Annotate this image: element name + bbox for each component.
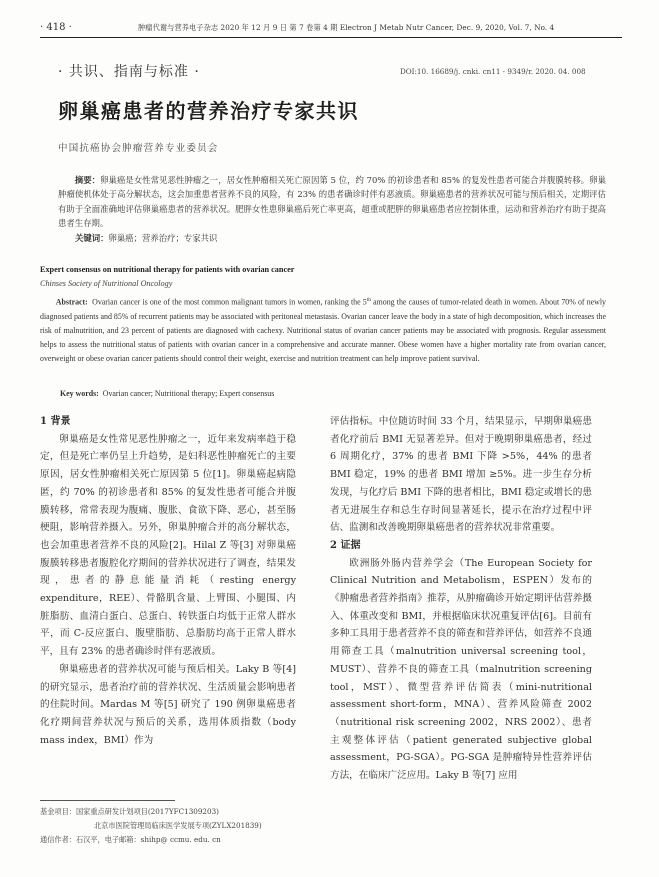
keywords-zh-label: 关键词： xyxy=(75,233,109,243)
body-paragraph: 欧洲肠外肠内营养学会（The European Society for Clinical Nutrition and Metabolism，ESPEN）发布的《肿瘤患者营养指南》推荐，从肿瘤确诊开始定期评估营养摄入、体重改变和 BMI，并根据临床状况重复评估[6]。目前有多种工具用于患者营养不良的筛查和营养评估，如营养不良通用筛查工具（malnutrition universal screening tool，MUST）、营养不良的筛查工具（malnutrition screening tool，MST）、微型营养评估简表（mini-nutritional assessment short-form，MNA）、营养风险筛查 2002（nutritional risk screening 2002，NRS 2002）、患者主观整体评估（patient generated subjective global assessment，PG-SGA）。PG-SGA 是肿瘤特异性营养评估方法，在临床广泛应用。Laky B 等[7] 应用 xyxy=(330,557,592,782)
keywords-en xyxy=(40,387,606,401)
authors: 中国抗癌协会肿瘤营养专业委员会 xyxy=(58,143,219,154)
footnote-rule xyxy=(40,800,175,801)
body-right-column xyxy=(330,413,592,785)
abstract-en-text-2: among the causes of tumor-related death in women. About 70% of newly diagnosed patients and 85% of recurrent patients may be associated with peritoneal metastasis. Ovarian cancer leave the body in a state of high decomposition, which increases the risk of malnutrition, and 23 percent of patients are diagnosed with cachexy. Nutritional status of ovarian cancer patients may be associated with prognosis. Regular assessment helps to assess the nutritional status of patients with ovarian cancer in a comprehensive and accurate manner. Obese women have a higher mortality rate from ovarian cancer, overweight or obese ovarian cancer patients should control their weight, exercise and nutrition treatment can help improve patient survival. xyxy=(40,297,606,364)
footnotes xyxy=(40,805,310,848)
keywords-en-text: Ovarian cancer; Nutritional therapy; Expert consensus xyxy=(102,389,275,398)
abstract-en xyxy=(40,293,606,367)
body-paragraph: 卵巢癌是女性常见恶性肿瘤之一，近年来发病率趋于稳定，但是死亡率仍呈上升趋势，是妇科恶性肿瘤死亡的主要原因，居女性肿瘤相关死亡原因第 5 位[1]。卵巢癌起病隐匿，约 70% 的初诊患者和 85% 的复发性患者可能合并腹膜转移，常常表现为腹痛、腹胀、食欲下降、恶心，甚至肠梗阻，影响营养摄入。另外，卵巢肿瘤合并的高分解状态，也会加重患者营养不良的风险[2]。Hilal Z 等[3] 对卵巢癌腹膜转移患者腹腔化疗期间的营养状况进行了调查，结果发现，患者的静息能量消耗（resting energy expenditure，REE）、骨骼肌含量、上臂围、小腿围、内脏脂肪、血清白蛋白、总蛋白、转铁蛋白均低于正常人群水平，而 C-反应蛋白、腹壁脂肪、总脂肪均高于正常人群水平，且有 23% 的患者确诊时伴有恶液质。 xyxy=(40,433,296,658)
article-title: 卵巢癌患者的营养治疗专家共识 xyxy=(58,99,359,123)
abstract-zh xyxy=(58,173,606,231)
abstract-en-sup: th xyxy=(366,297,371,303)
abstract-en-text-1: Ovarian cancer is one of the most common malignant tumors in women, ranking the 5 xyxy=(92,297,367,307)
header-rule xyxy=(40,37,622,38)
funding-line-1: 基金项目：国家重点研发计划项目(2017YFC1309203) xyxy=(40,807,219,816)
body-paragraph: 评估指标。中位随访时间 33 个月，结果显示，早期卵巢癌患者化疗前后 BMI 无显著差异。但对于晚期卵巢癌患者，经过 6 周期化疗，37% 的患者 BMI 下降 >5%，44% 的患者 BMI 稳定，19% 的患者 BMI 增加 ≥5%。进一步生存分析发现，与化疗后 BMI 下降的患者相比，BMI 稳定或增长的患者无进展生存和总生存时间显著延长，提示在治疗过程中评估、监测和改善晚期卵巢癌患者的营养状况非常重要。 xyxy=(330,416,592,534)
column-label: · 共识、指南与标准 · xyxy=(58,64,200,80)
doi: DOI:10. 16689/j. cnki. cn11 - 9349/r. 2020. 04. 008 xyxy=(400,67,586,76)
body-paragraph: 卵巢癌患者的营养状况可能与预后相关。Laky B 等[4] 的研究显示，患者治疗前的营养状况、生活质量会影响患者的住院时间。Mardas M 等[5] 研究了 190 例卵巢癌患者化疗期间营养状况与预后的关系，选用体质指数（body mass index，BMI）作为 xyxy=(40,663,296,746)
keywords-zh xyxy=(58,231,606,245)
abstract-en-label: Abstract: xyxy=(55,297,88,307)
english-title: Expert consensus on nutritional therapy for patients with ovarian cancer xyxy=(40,265,295,274)
section-heading-background: 1 背景 xyxy=(40,416,71,427)
corresponding-author: 通信作者：石汉平，电子邮箱：shihp@ ccmu. edu. cn xyxy=(40,835,221,845)
funding-line-2: 北京市医院管理局临床医学发展专项(ZYLX201839) xyxy=(94,821,262,831)
keywords-en-label: Key words: xyxy=(60,389,99,398)
abstract-zh-label: 摘要： xyxy=(74,175,101,185)
journal-header: 肿瘤代谢与营养电子杂志 2020 年 12 月 9 日 第 7 卷第 4 期 Electron J Metab Nutr Cancer, Dec. 9, 2020, Vol. 7, No. 4 xyxy=(138,23,555,32)
page-number: · 418 · xyxy=(40,22,72,33)
abstract-zh-text: 卵巢癌是女性常见恶性肿瘤之一，居女性肿瘤相关死亡原因第 5 位，约 70% 的初诊患者和 85% 的复发性患者可能合并腹膜转移。卵巢肿瘤使机体处于高分解状态，这会加重患者营养不良的风险，有 23% 的患者确诊时伴有恶液质。卵巢癌患者的营养状况可能与预后相关，定期评估有助于全面准确地评估卵巢癌患者的营养状况。肥胖女性患卵巢癌后死亡率更高，超重或肥胖的卵巢癌患者应控制体重，运动和营养治疗有助于提高患者生存期。 xyxy=(58,175,607,229)
keywords-zh-text: 卵巢癌；营养治疗；专家共识 xyxy=(108,233,218,243)
english-author: Chinses Society of Nutritional Oncology xyxy=(40,279,173,288)
section-heading-evidence: 2 证据 xyxy=(330,539,361,551)
body-left-column xyxy=(40,413,296,749)
